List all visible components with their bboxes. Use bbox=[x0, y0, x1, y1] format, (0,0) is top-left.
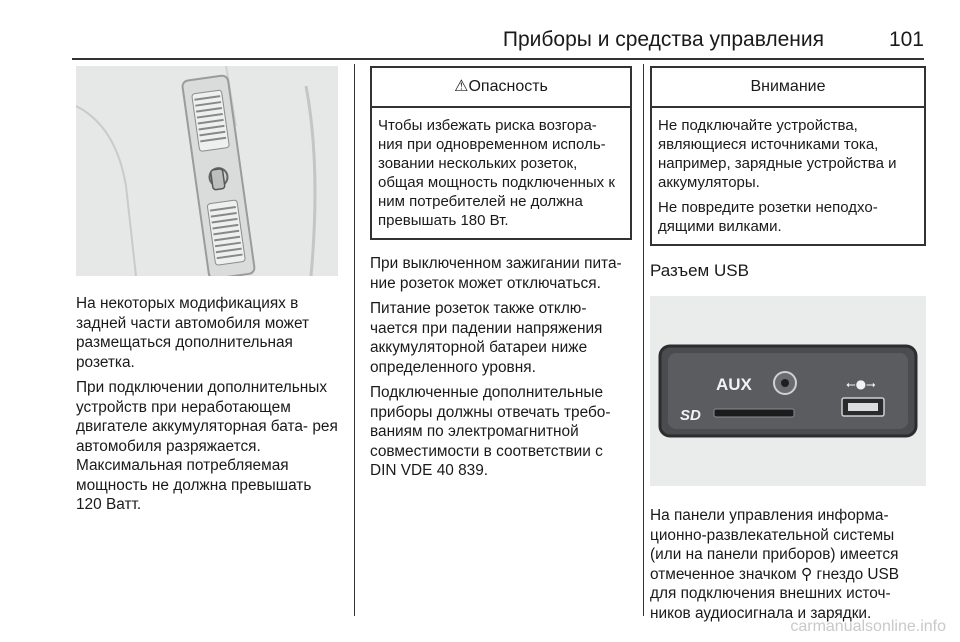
paragraph: При выключенном зажигании пита- ние розеток может отключаться. bbox=[370, 255, 622, 292]
paragraph: Подключенные дополнительные приборы должны отвечать требо- ваниям по электромагнитной совместимости в соответствии с DIN VDE 40 839. bbox=[370, 384, 611, 479]
section-title: Разъем USB bbox=[650, 261, 749, 280]
paragraph: На некоторых модификациях в задней части автомобиля может размещаться дополнительная розетка. bbox=[76, 295, 310, 371]
sd-label: SD bbox=[680, 407, 701, 424]
warning-triangle-icon: ⚠ bbox=[454, 78, 469, 95]
column-3 bbox=[650, 66, 926, 629]
danger-box-title bbox=[372, 68, 630, 108]
paragraph: При подключении дополнительных устройств при неработающем двигателе аккумуляторная бата- рея автомобиля разряжается. Максимальная потребляемая мощность не должна превышать 120 Ватт. bbox=[76, 379, 338, 513]
column-divider bbox=[643, 64, 644, 616]
door-socket-illustration bbox=[76, 66, 338, 276]
sd-slot bbox=[714, 409, 794, 417]
danger-text: Чтобы избежать риска возгора- ния при одновременном исполь- зовании нескольких розеток, общая мощность подключенных к ним потребителей не должна превышать 180 Вт. bbox=[378, 117, 615, 229]
notice-box-title: Внимание bbox=[652, 68, 924, 108]
page-title: Приборы и средства управления bbox=[502, 28, 824, 51]
aux-label: AUX bbox=[716, 375, 752, 394]
usb-panel-icon bbox=[650, 296, 926, 486]
column-1 bbox=[76, 66, 338, 521]
danger-title-text: Опасность bbox=[468, 78, 548, 95]
paragraph: На панели управления информа- ционно-развлекательной системы (или на панели приборов) имеется отмеченное значком ⚲ гнездо USB для подключения внешних источ- ников аудиосигнала и зарядки. bbox=[650, 507, 900, 622]
watermark: carmanualsonline.info bbox=[790, 618, 946, 635]
notice-text: Не повредите розетки неподхо- дящими вилками. bbox=[658, 199, 878, 235]
danger-box bbox=[370, 66, 632, 240]
paragraph: Питание розеток также отклю- чается при падении напряжения аккумуляторной батареи ниже определенного уровня. bbox=[370, 300, 603, 376]
header-rule bbox=[72, 58, 924, 60]
door-panel-icon bbox=[76, 66, 338, 276]
column-2 bbox=[370, 66, 632, 487]
column-divider bbox=[354, 64, 355, 616]
page-number: 101 bbox=[888, 28, 924, 51]
usb-symbol-icon: ⭠●⭢ bbox=[846, 377, 876, 391]
notice-box bbox=[650, 66, 926, 246]
notice-text: Не подключайте устройства, являющиеся источниками тока, например, зарядные устройства и аккумуляторы. bbox=[658, 117, 897, 191]
usb-panel-illustration bbox=[650, 296, 926, 486]
page-header bbox=[72, 18, 924, 58]
